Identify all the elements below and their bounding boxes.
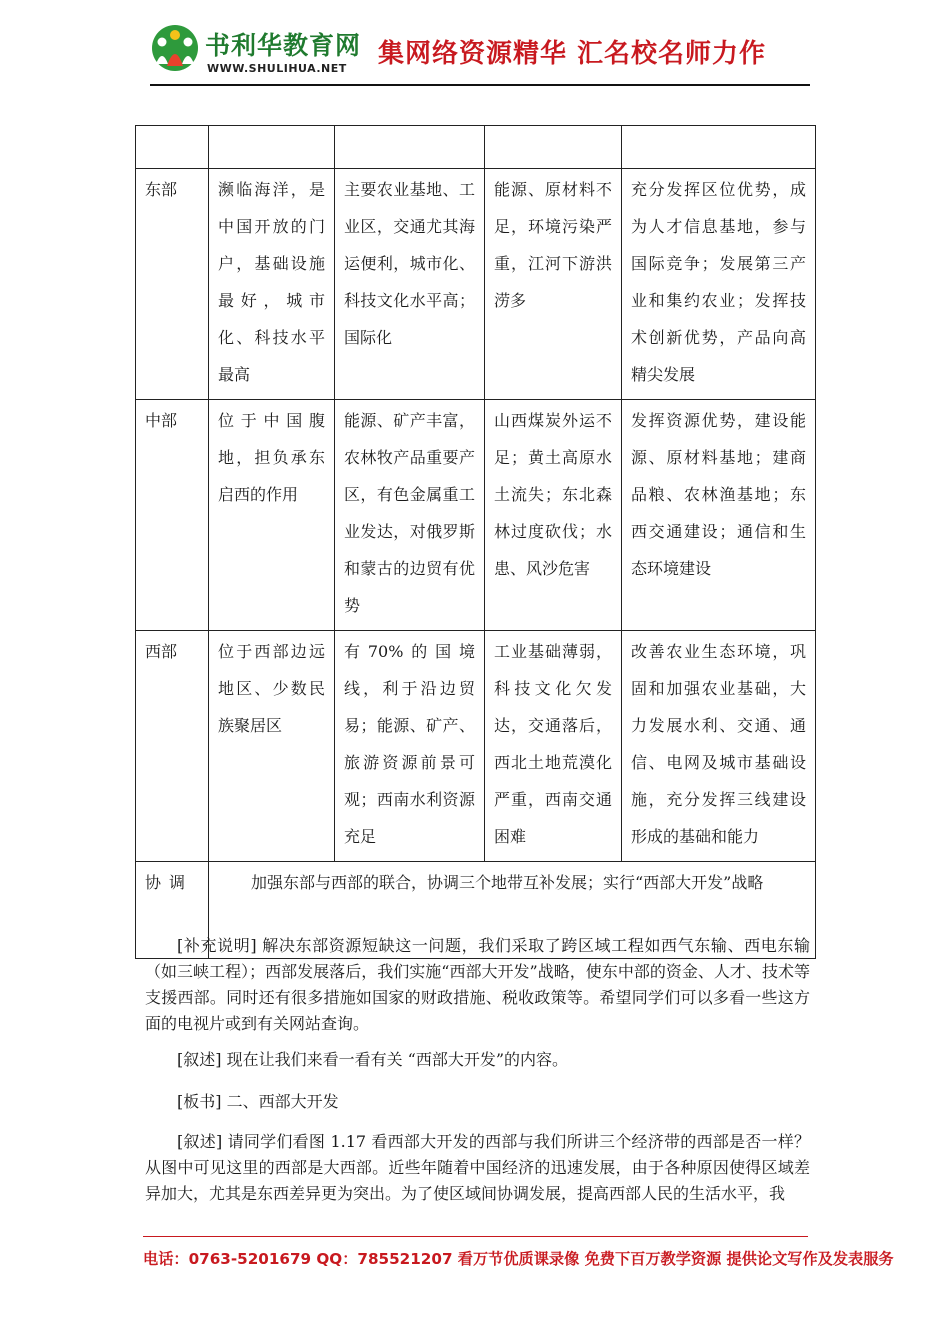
- region-cell: 东部: [136, 169, 209, 400]
- table-cell: [485, 126, 622, 169]
- board-heading: [板书] 二、西部大开发: [177, 1092, 339, 1111]
- footer-contact: 电话：0763-5201679 QQ：785521207 看万节优质课录像 免费下百万教学资源 提供论文写作及发表服务: [143, 1250, 894, 1268]
- table-cell: [136, 126, 209, 169]
- advantages-cell: 有70%的国境线，利于沿边贸易；能源、矿产、旅游资源前景可观；西南水利资源充足: [335, 631, 485, 862]
- strategy-cell: 充分发挥区位优势，成为人才信息基地，参与国际竞争；发展第三产业和集约农业；发挥技术创新优势，产品向高精尖发展: [622, 169, 816, 400]
- logo-icon: [150, 24, 200, 72]
- problems-cell: 工业基础薄弱，科技文化欠发达，交通落后，西北土地荒漠化严重，西南交通困难: [485, 631, 622, 862]
- page-header: [0, 0, 950, 90]
- table-cell: [335, 126, 485, 169]
- region-cell: 西部: [136, 631, 209, 862]
- table-row: [136, 169, 816, 400]
- coordination-text: 加强东部与西部的联合，协调三个地带互补发展；实行“西部大开发”战略: [209, 862, 816, 959]
- footer-divider: [143, 1236, 808, 1237]
- narration-paragraph: [叙述] 现在让我们来看一看有关 “西部大开发”的内容。: [177, 1050, 569, 1069]
- strategy-cell: 改善农业生态环境，巩固和加强农业基础，大力发展水利、交通、通信、电网及城市基础设施，充分发挥三线建设形成的基础和能力: [622, 631, 816, 862]
- narration-paragraph-2: [叙述] 请同学们看图 1.17 看西部大开发的西部与我们所讲三个经济带的西部是否一样？从图中可见这里的西部是大西部。近些年随着中国经济的迅速发展，由于各种原因使得区域差异加大，尤其是东西差异更为突出。为了使区域间协调发展，提高西部人民的生活水平，我: [145, 1132, 810, 1203]
- position-cell: 濒临海洋，是中国开放的门户，基础设施最好，城市化、科技水平最高: [209, 169, 335, 400]
- region-cell: 中部: [136, 400, 209, 631]
- strategy-cell: 发挥资源优势，建设能源、原材料基地；建商品粮、农林渔基地；东西交通建设；通信和生态环境建设: [622, 400, 816, 631]
- advantages-cell: 能源、矿产丰富，农林牧产品重要产区，有色金属重工业发达，对俄罗斯和蒙古的边贸有优势: [335, 400, 485, 631]
- problems-cell: 山西煤炭外运不足；黄土高原水土流失；东北森林过度砍伐；水患、风沙危害: [485, 400, 622, 631]
- header-divider: [150, 84, 810, 86]
- table-row: [136, 400, 816, 631]
- brand-url[interactable]: WWW.SHULIHUA.NET: [207, 62, 347, 75]
- header-slogan: 集网络资源精华 汇名校名师力作: [378, 39, 767, 69]
- table-cell: [209, 126, 335, 169]
- position-cell: 位于西部边远地区、少数民族聚居区: [209, 631, 335, 862]
- problems-cell: 能源、原材料不足，环境污染严重，江河下游洪涝多: [485, 169, 622, 400]
- table-cell: [622, 126, 816, 169]
- table-header-row: [136, 126, 816, 169]
- supplement-paragraph: [补充说明] 解决东部资源短缺这一问题，我们采取了跨区域工程如西气东输、西电东输（如三峡工程）；西部发展落后，我们实施“西部大开发”战略，使东中部的资金、人才、技术等支援西部。同时还有很多措施如国家的财政措施、税收政策等。希望同学们可以多看一些这方面的电视片或到有关网站查询。: [145, 936, 810, 1033]
- coordination-label: 协调: [136, 862, 209, 959]
- brand-name: 书利华教育网: [205, 31, 362, 60]
- advantages-cell: 主要农业基地、工业区，交通尤其海运便利，城市化、科技文化水平高；国际化: [335, 169, 485, 400]
- region-comparison-table: [135, 125, 816, 959]
- position-cell: 位于中国腹地，担负承东启西的作用: [209, 400, 335, 631]
- table-row: [136, 631, 816, 862]
